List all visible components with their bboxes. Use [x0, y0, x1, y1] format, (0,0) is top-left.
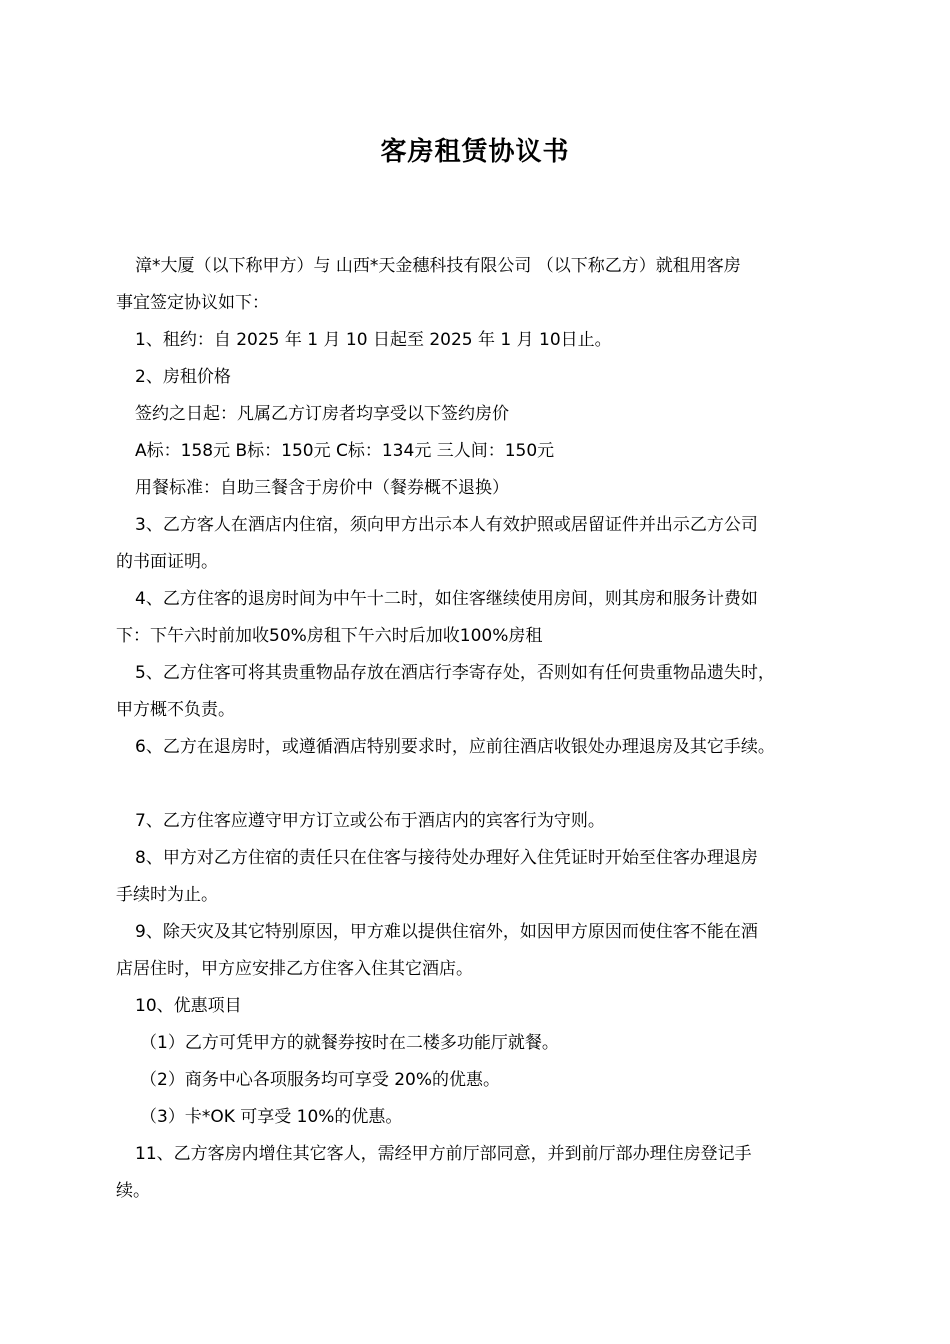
- clause-2-rates: A标：158元 B标：150元 C标：134元 三人间：150元: [135, 441, 555, 461]
- clause-7: 7、乙方住客应遵守甲方订立或公布于酒店内的宾客行为守则。: [135, 811, 605, 831]
- clause-2-line-1: 签约之日起：凡属乙方订房者均享受以下签约房价: [135, 404, 509, 424]
- document-body: [116, 248, 856, 1210]
- clause-3-line-2: 的书面证明。: [116, 552, 218, 572]
- clause-10-heading: 10、优惠项目: [135, 996, 242, 1016]
- clause-9-line-1: 9、除天灾及其它特别原因，甲方难以提供住宿外，如因甲方原因而使住客不能在酒: [135, 922, 758, 942]
- clause-8-line-1: 8、甲方对乙方住宿的责任只在住客与接待处办理好入住凭证时开始至住客办理退房: [135, 848, 758, 868]
- clause-8-line-2: 手续时为止。: [116, 885, 218, 905]
- clause-3-line-1: 3、乙方客人在酒店内住宿，须向甲方出示本人有效护照或居留证件并出示乙方公司: [135, 515, 758, 535]
- clause-9-line-2: 店居住时，甲方应安排乙方住客入住其它酒店。: [116, 959, 473, 979]
- clause-10-item-3: （3）卡*OK 可享受 10%的优惠。: [140, 1107, 403, 1127]
- document-title: 客房租赁协议书: [380, 137, 570, 167]
- clause-11-line-1: 11、乙方客房内增住其它客人，需经甲方前厅部同意，并到前厅部办理住房登记手: [135, 1144, 752, 1164]
- intro-line-2: 事宜签定协议如下：: [116, 293, 269, 313]
- clause-4-line-1: 4、乙方住客的退房时间为中午十二时，如住客继续使用房间，则其房和服务计费如: [135, 589, 758, 609]
- clause-6: 6、乙方在退房时，或遵循酒店特别要求时，应前往酒店收银处办理退房及其它手续。: [135, 737, 775, 757]
- blank-line: [116, 766, 856, 803]
- clause-4-line-2: 下：下午六时前加收50%房租下午六时后加收100%房租: [116, 626, 543, 646]
- clause-10-item-1: （1）乙方可凭甲方的就餐券按时在二楼多功能厅就餐。: [140, 1033, 559, 1053]
- clause-11-line-2: 续。: [116, 1181, 150, 1201]
- clause-1: 1、租约：自 2025 年 1 月 10 日起至 2025 年 1 月 10日止。: [135, 330, 612, 350]
- intro-line-1: 漳*大厦（以下称甲方）与 山西*天金穗科技有限公司 （以下称乙方）就租用客房: [135, 256, 741, 276]
- clause-2-meals: 用餐标准：自助三餐含于房价中（餐券概不退换）: [135, 478, 509, 498]
- clause-5-line-1: 5、乙方住客可将其贵重物品存放在酒店行李寄存处，否则如有任何贵重物品遗失时，: [135, 663, 775, 683]
- clause-2-heading: 2、房租价格: [135, 367, 231, 387]
- clause-5-line-2: 甲方概不负责。: [116, 700, 235, 720]
- clause-10-item-2: （2）商务中心各项服务均可享受 20%的优惠。: [140, 1070, 501, 1090]
